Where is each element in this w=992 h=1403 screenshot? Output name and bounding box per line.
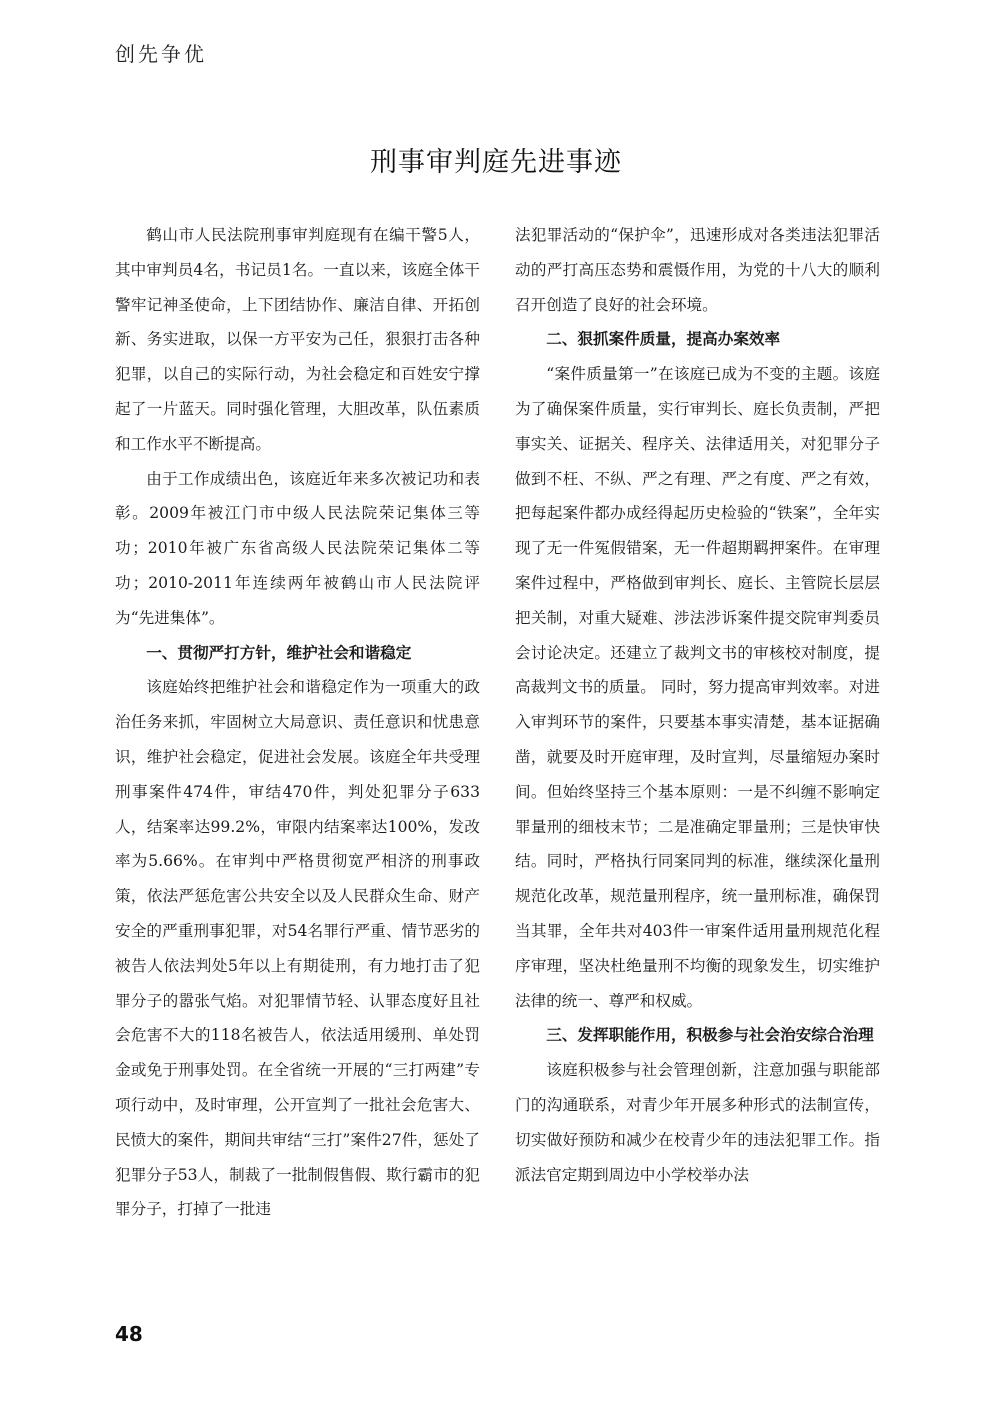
paragraph: 该庭始终把维护社会和谐稳定作为一项重大的政治任务来抓，牢固树立大局意识、责任意识和忧患意识，维护社会稳定，促进社会发展。该庭全年共受理刑事案件474件，审结470件，判处犯罪分子633人，结案率达99.2%，审限内结案率达100%，发改率为5.66%。在审判中严格贯彻宽严相济的刑事政策，依法严惩危害公共安全以及人民群众生命、财产安全的严重刑事犯罪，对54名罪行严重、情节恶劣的被告人依法判处5年以上有期徒刑，有力地打击了犯罪分子的嚣张气焰。对犯罪情节轻、认罪态度好且社会危害不大的118名被告人，依法适用缓刑、单处罚金或免于刑事处罚。在全省统一开展的“三打两建”专项行动中，及时审理，公开宣判了一批社会危害大、民愤大的案件，期间共审结“三打”案件27件，惩处了犯罪分子53人，制裁了一批制假售假、欺行霸市的犯罪分子，打掉了一批违 — [115, 678, 480, 1219]
section-heading: 三、发挥职能作用，积极参与社会治安综合治理 — [546, 1026, 874, 1045]
right-column — [515, 218, 880, 1192]
paragraph: 鹤山市人民法院刑事审判庭现有在编干警5人，其中审判员4名，书记员1名。一直以来，该庭全体干警牢记神圣使命，上下团结协作、廉洁自律、开拓创新、务实进取，以保一方平安为己任，狠狠打击各种犯罪，以自己的实际行动，为社会稳定和百姓安宁撑起了一片蓝天。同时强化管理，大胆改革，队伍素质和工作水平不断提高。 — [115, 226, 480, 453]
paragraph: 由于工作成绩出色，该庭近年来多次被记功和表彰。2009年被江门市中级人民法院荣记集体三等功；2010年被广东省高级人民法院荣记集体二等功；2010-2011年连续两年被鹤山市人民法院评为“先进集体”。 — [115, 469, 480, 627]
running-head: 创先争优 — [115, 42, 207, 66]
article-title: 刑事审判庭先进事迹 — [370, 147, 622, 178]
paragraph: “案件质量第一”在该庭已成为不变的主题。该庭为了确保案件质量，实行审判长、庭长负责制，严把事实关、证据关、程序关、法律适用关，对犯罪分子做到不枉、不纵、严之有理、严之有度、严之有效，把每起案件都办成经得起历史检验的“铁案”，全年实现了无一件冤假错案，无一件超期羁押案件。在审理案件过程中，严格做到审判长、庭长、主管院长层层把关制，对重大疑难、涉法涉诉案件提交院审判委员会讨论决定。还建立了裁判文书的审核校对制度，提高裁判文书的质量。 同时，努力提高审判效率。对进入审判环节的案件，只要基本事实清楚，基本证据确凿，就要及时开庭审理，及时宣判，尽量缩短办案时间。但始终坚持三个基本原则：一是不纠缠不影响定罪量刑的细枝末节；二是准确定罪量刑；三是快审快结。同时，严格执行同案同判的标准，继续深化量刑规范化改革，规范量刑程序，统一量刑标准，确保罚当其罪，全年共对403件一审案件适用量刑规范化程序审理，坚决杜绝量刑不均衡的现象发生，切实维护法律的统一、尊严和权威。 — [515, 365, 880, 1010]
page-number: 48 — [115, 1322, 143, 1346]
paragraph: 该庭积极参与社会管理创新，注意加强与职能部门的沟通联系，对青少年开展多种形式的法制宣传，切实做好预防和减少在校青少年的违法犯罪工作。指派法官定期到周边中小学校举办法 — [515, 1061, 880, 1184]
left-column — [115, 218, 480, 1227]
paragraph-continuation: 法犯罪活动的“保护伞”，迅速形成对各类违法犯罪活动的严打高压态势和震慑作用，为党的十八大的顺利召开创造了良好的社会环境。 — [515, 226, 880, 314]
section-heading: 一、贯彻严打方针，维护社会和谐稳定 — [146, 643, 412, 662]
section-heading: 二、狠抓案件质量，提高办案效率 — [546, 330, 781, 349]
